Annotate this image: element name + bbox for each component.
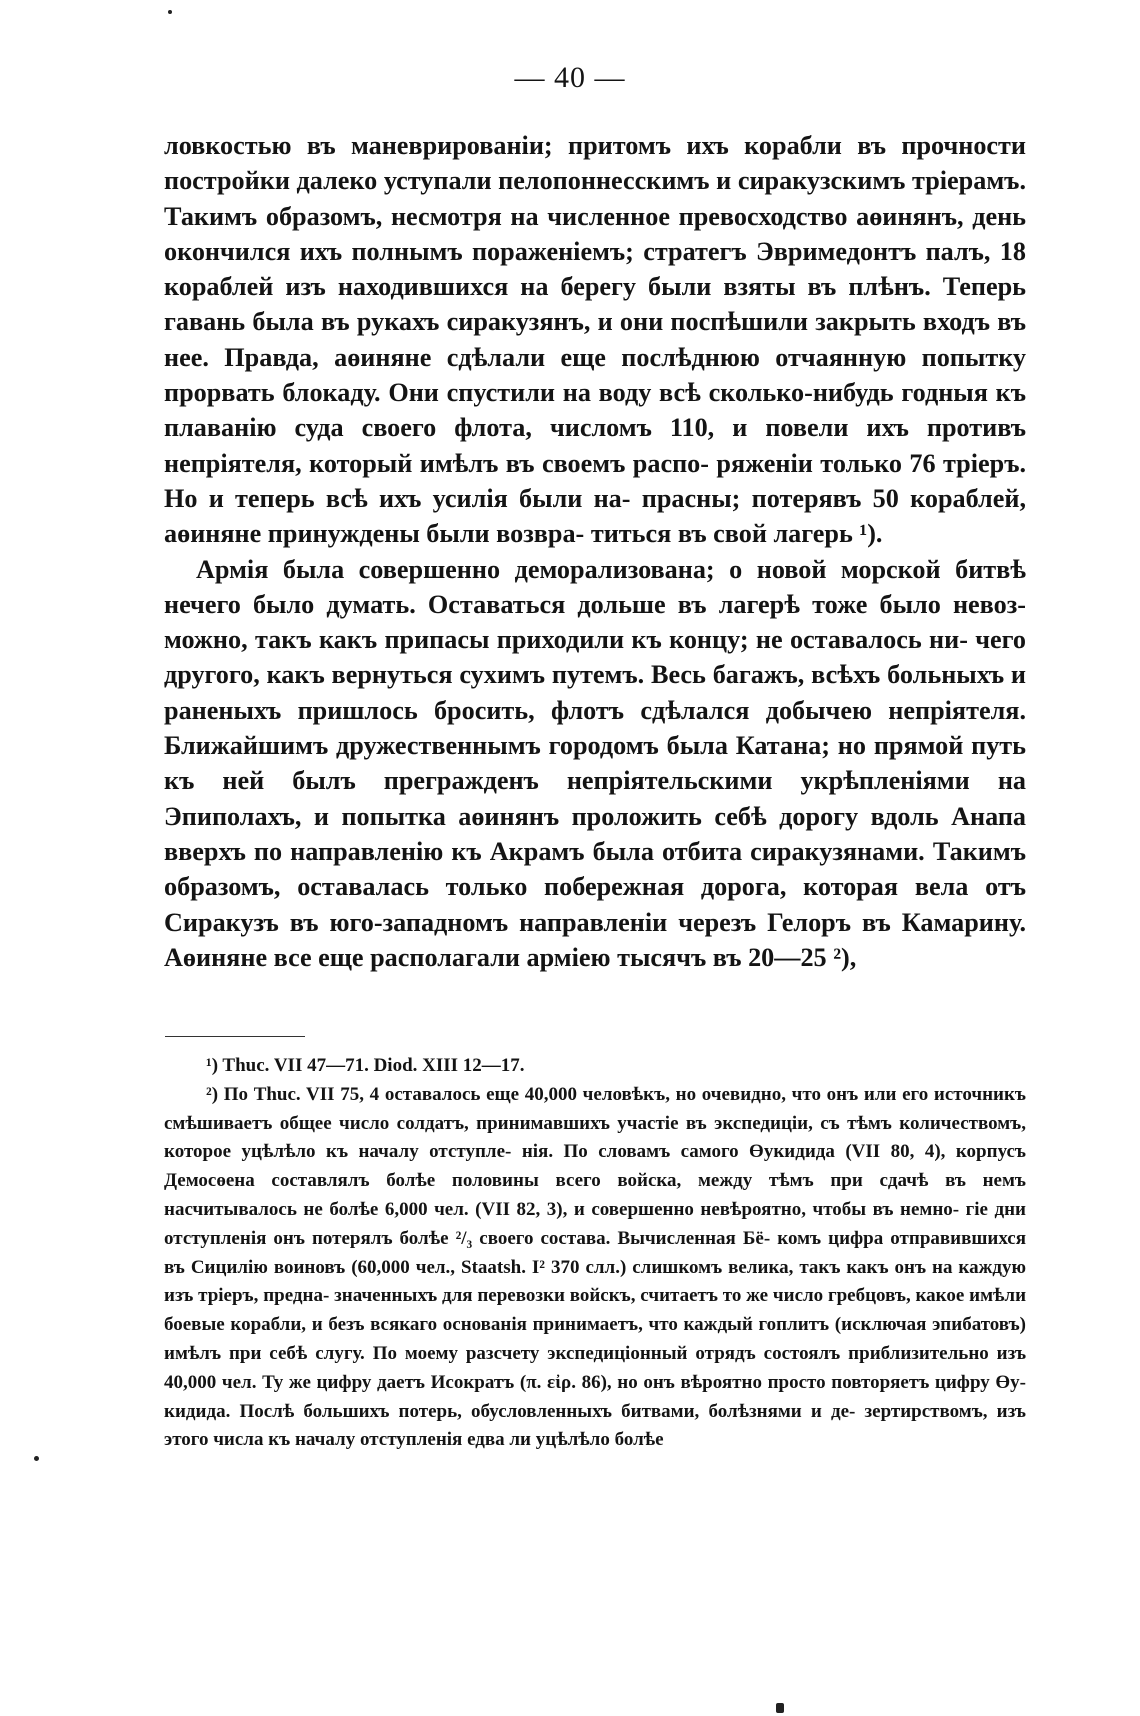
text-line: день окончился ихъ полнымъ пораженіемъ; стратегъ Эвримедонтъ bbox=[164, 201, 1027, 266]
paragraph-1 bbox=[164, 128, 1026, 552]
footnotes bbox=[164, 1052, 1026, 1455]
footnote-line: нія. По словамъ самого Өукидида (VII 80, 4), корпусъ Демосөена составлялъ bbox=[164, 1141, 1026, 1192]
main-text bbox=[164, 128, 1026, 975]
footnote-line: ²) По Thuc. VII 75, 4 оставалось еще 40,000 человѣкъ, но очевидно, что онъ bbox=[206, 1083, 859, 1105]
footnote-line: значенныхъ для перевозки войскъ, считаетъ то же число гребцовъ, какое bbox=[334, 1285, 965, 1307]
footnote-line: не болѣе 6,000 чел. (VII 82, 3), и совершенно невѣроятно, чтобы въ немно- bbox=[303, 1198, 960, 1220]
text-line: на Эпиполахъ, и попытка аөинянъ проложить себѣ дорогу вдоль bbox=[164, 766, 1026, 831]
footnote-2 bbox=[164, 1081, 1026, 1455]
text-line: титься въ свой лагерь ¹). bbox=[590, 519, 883, 549]
footnote-line: ¹) Thuc. VII 47—71. Diod. XIII 12—17. bbox=[206, 1055, 525, 1076]
text-line: больныхъ и раненыхъ пришлось бросить, флотъ сдѣлался добычею bbox=[164, 660, 1026, 725]
text-line: ловкостью въ маневрированіи; притомъ ихъ корабли въ прочности bbox=[164, 131, 1026, 160]
footnote-line: имѣли боевые корабли, и безъ всякаго основанія принимаетъ, что каждый bbox=[164, 1285, 1027, 1336]
text-line: можно, такъ какъ припасы приходили къ концу; не оставалось ни- bbox=[164, 625, 968, 655]
footnote-1 bbox=[164, 1052, 1026, 1081]
text-line: непріятеля. Ближайшимъ дружественнымъ городомъ была Катана; но bbox=[164, 695, 1026, 761]
text-line: чего другого, какъ вернуться сухимъ путемъ. Весь багажъ, всѣхъ bbox=[164, 625, 1026, 690]
text-line: и повели ихъ противъ непріятеля, который имѣлъ въ своемъ распо- bbox=[164, 413, 1027, 478]
footnote-line: даетъ Исократъ (π. εἰρ. 86), но онъ вѣроятно просто повторяетъ цифру Өу- bbox=[377, 1371, 1027, 1393]
text-line: нечего было думать. Оставаться дольше въ лагерѣ тоже было невоз- bbox=[164, 589, 1026, 619]
text-line: сколько-нибудь годныя къ плаванію суда своего флота, числомъ 110, bbox=[164, 378, 1027, 443]
text-line: Такимъ образомъ, оставалась только побережная дорога, которая bbox=[164, 836, 1027, 902]
text-line: закрыть входъ въ нее. Правда, аөиняне сдѣлали еще послѣднюю bbox=[164, 307, 1026, 372]
text-line: постройки далеко уступали пелопоннесскимъ и сиракузскимъ тріерамъ. bbox=[164, 166, 1026, 196]
text-line: вела отъ Сиракузъ въ юго-западномъ направленіи черезъ Гелоръ въ bbox=[164, 872, 1027, 937]
footnote-line: гоплитъ (исключая эпибатовъ) имѣлъ при себѣ слугу. По моему разсчету bbox=[164, 1314, 1026, 1364]
text-line: ряженіи только 76 тріеръ. Но и теперь всѣ ихъ усилія были на- bbox=[164, 448, 1027, 513]
footnote-line: или его источникъ смѣшиваетъ общее число солдатъ, принимавшихъ участіе bbox=[164, 1083, 1027, 1134]
footnote-line: 370 слл.) слишкомъ велика, такъ какъ онъ на каждую изъ тріеръ, предна- bbox=[164, 1256, 1026, 1307]
footnote-line: кидида. Послѣ большихъ потерь, обусловленныхъ битвами, болѣзнями и де- bbox=[164, 1400, 856, 1422]
text-line: Такимъ образомъ, несмотря на численное превосходство аөинянъ, bbox=[164, 201, 964, 231]
footnote-line: въ экспедиціи, съ тѣмъ количествомъ, которое уцѣлѣло къ началу отступле- bbox=[164, 1112, 1026, 1163]
footnote-line: гіе дни отступленія онъ потерялъ болѣе ²/₃ своего состава. Вычисленная Бё- bbox=[164, 1198, 1026, 1249]
text-line: палъ, 18 кораблей изъ находившихся на берегу были взяты въ bbox=[164, 236, 1026, 302]
footnote-line: комъ цифра отправившихся въ Сицилію воиновъ (60,000 чел., Staatsh. I² bbox=[164, 1227, 1027, 1278]
footnote-line: болѣе половины всего войска, между тѣмъ при сдачѣ въ немъ насчитывалось bbox=[164, 1170, 1027, 1220]
scan-dot-left bbox=[34, 1456, 39, 1461]
text-line: прямой путь къ ней былъ прегражденъ непріятельскими укрѣпленіями bbox=[164, 731, 1027, 796]
text-line: Камарину. Аөиняне все еще располагали арміею тысячъ въ 20—25 ²), bbox=[164, 907, 1026, 972]
text-line: Армія была совершенно деморализована; о новой морской битвѣ bbox=[196, 554, 1026, 584]
text-line: прасны; потерявъ 50 кораблей, аөиняне принуждены были возвра- bbox=[164, 483, 1026, 549]
paragraph-2 bbox=[164, 552, 1026, 976]
text-line: Анапа вверхъ по направленію къ Акрамъ была отбита сиракузянами. bbox=[164, 801, 1027, 866]
page-number: — 40 — bbox=[514, 61, 626, 94]
text-line: плѣнъ. Теперь гавань была въ рукахъ сиракузянъ, и они поспѣшили bbox=[164, 272, 1026, 337]
footnote-line: экспедиціонный отрядъ состоялъ приблизительно изъ 40,000 чел. Ту же цифру bbox=[164, 1342, 1027, 1393]
footnote-separator bbox=[165, 1036, 305, 1037]
scan-dot-top bbox=[168, 10, 172, 14]
footnote-line: зертирствомъ, изъ этого числа къ началу отступленія едва ли уцѣлѣло болѣе bbox=[164, 1400, 1027, 1451]
scan-mark-bottom bbox=[776, 1703, 784, 1713]
text-line: отчаянную попытку прорвать блокаду. Они спустили на воду всѣ bbox=[164, 342, 1027, 408]
